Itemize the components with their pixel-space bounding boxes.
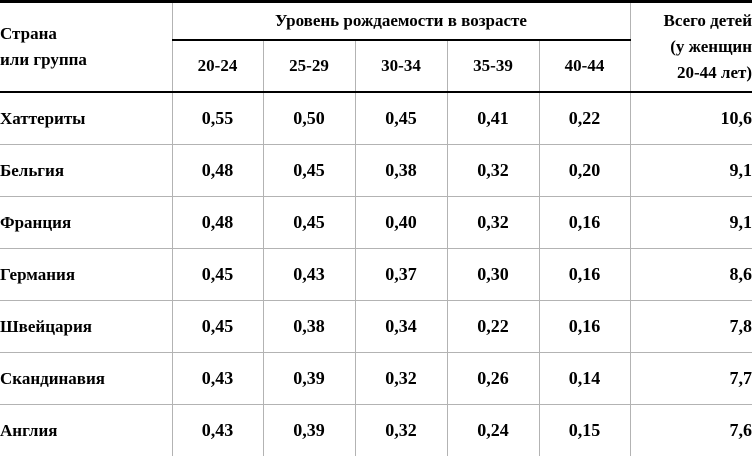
cell-value: 0,38 (355, 145, 447, 197)
cell-value: 0,32 (447, 197, 539, 249)
table-row (0, 145, 752, 197)
row-label: Франция (0, 197, 172, 249)
cell-value: 0,15 (539, 405, 630, 456)
cell-value: 0,22 (539, 92, 630, 145)
row-total: 9,1 (630, 197, 752, 249)
row-label: Скандинавия (0, 353, 172, 405)
table-row (0, 197, 752, 249)
cell-value: 0,20 (539, 145, 630, 197)
row-label: Бельгия (0, 145, 172, 197)
cell-value: 0,43 (172, 405, 263, 456)
cell-value: 0,32 (355, 353, 447, 405)
cell-value: 0,43 (263, 249, 355, 301)
cell-value: 0,32 (355, 405, 447, 456)
cell-value: 0,14 (539, 353, 630, 405)
total-children-header (630, 2, 752, 93)
cell-value: 0,22 (447, 301, 539, 353)
row-label: Швейцария (0, 301, 172, 353)
table-row (0, 405, 752, 456)
cell-value: 0,39 (263, 353, 355, 405)
cell-value: 0,40 (355, 197, 447, 249)
total-header-line1: Всего детей (663, 11, 752, 30)
cell-value: 0,38 (263, 301, 355, 353)
cell-value: 0,48 (172, 145, 263, 197)
total-header-line2: (у женщин (670, 37, 752, 56)
table-row (0, 92, 752, 145)
cell-value: 0,26 (447, 353, 539, 405)
cell-value: 0,45 (172, 301, 263, 353)
cell-value: 0,45 (263, 197, 355, 249)
row-label: Германия (0, 249, 172, 301)
row-label: Англия (0, 405, 172, 456)
age-column-header: 25-29 (263, 40, 355, 92)
row-label: Хаттериты (0, 92, 172, 145)
cell-value: 0,39 (263, 405, 355, 456)
cell-value: 0,45 (355, 92, 447, 145)
corner-header-country (0, 2, 172, 93)
cell-value: 0,32 (447, 145, 539, 197)
cell-value: 0,55 (172, 92, 263, 145)
row-total: 10,6 (630, 92, 752, 145)
age-column-header: 20-24 (172, 40, 263, 92)
cell-value: 0,34 (355, 301, 447, 353)
age-column-header: 30-34 (355, 40, 447, 92)
row-total: 7,7 (630, 353, 752, 405)
corner-header-line1: Страна (0, 24, 57, 43)
cell-value: 0,41 (447, 92, 539, 145)
cell-value: 0,48 (172, 197, 263, 249)
table-row (0, 301, 752, 353)
cell-value: 0,24 (447, 405, 539, 456)
cell-value: 0,37 (355, 249, 447, 301)
cell-value: 0,16 (539, 197, 630, 249)
header-row-group (0, 2, 752, 41)
table-row (0, 353, 752, 405)
row-total: 8,6 (630, 249, 752, 301)
row-total: 9,1 (630, 145, 752, 197)
row-total: 7,8 (630, 301, 752, 353)
table-header (0, 2, 752, 93)
total-header-line3: 20-44 лет) (677, 63, 752, 82)
span-header-birthrate: Уровень рождаемости в возрасте (172, 2, 630, 41)
cell-value: 0,50 (263, 92, 355, 145)
cell-value: 0,16 (539, 301, 630, 353)
corner-header-line2: или группа (0, 50, 87, 69)
table-body (0, 92, 752, 456)
cell-value: 0,16 (539, 249, 630, 301)
cell-value: 0,43 (172, 353, 263, 405)
cell-value: 0,45 (172, 249, 263, 301)
cell-value: 0,45 (263, 145, 355, 197)
row-total: 7,6 (630, 405, 752, 456)
age-column-header: 35-39 (447, 40, 539, 92)
age-column-header: 40-44 (539, 40, 630, 92)
table-row (0, 249, 752, 301)
cell-value: 0,30 (447, 249, 539, 301)
